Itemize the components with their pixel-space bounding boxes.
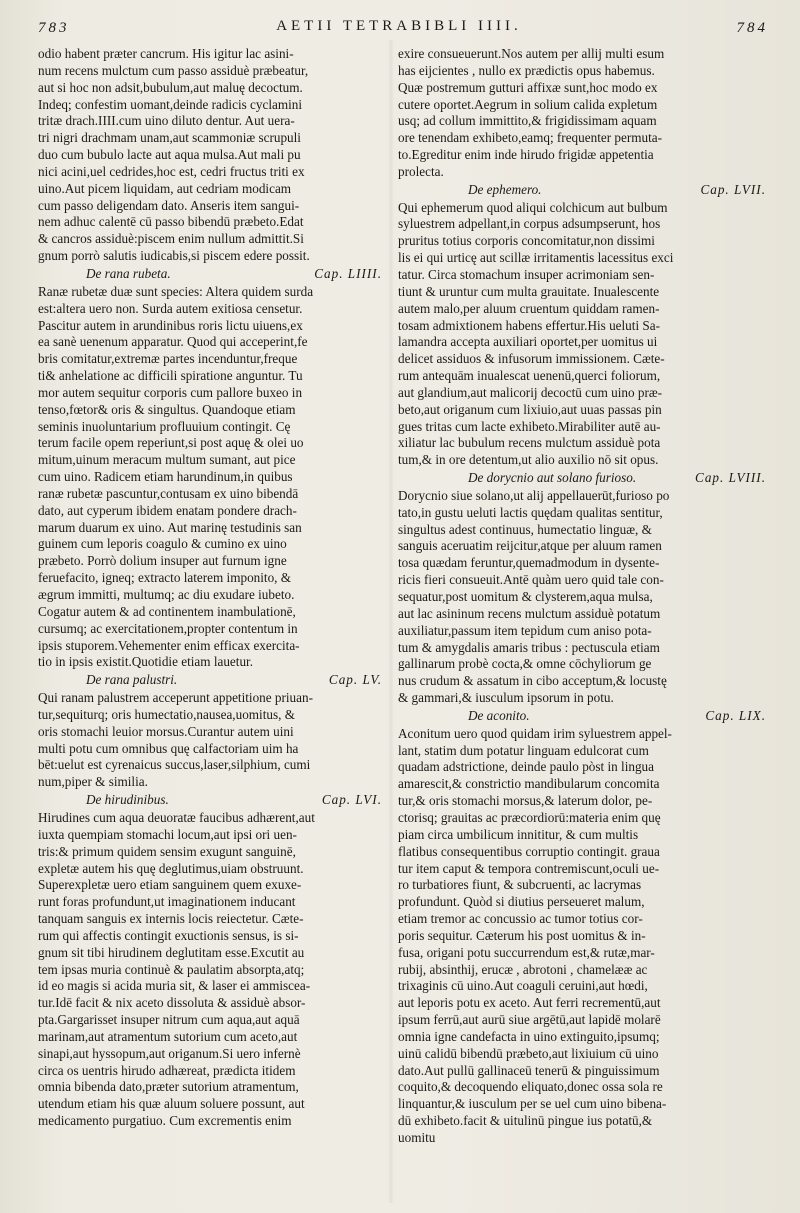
right-column: [398, 46, 770, 1189]
text-line: lis ei qui urticę aut scillæ irritamentis lacessitus exci: [398, 250, 674, 266]
chapter-title: De rana palustri.: [86, 672, 178, 688]
text-line: tur item caput & tempora contremiscunt,oculi ue-: [398, 860, 660, 876]
text-line: ipsum ferrū,aut aurū siue argētū,aut lapidē molarē: [398, 1012, 661, 1028]
text-line: tio in ipsis existit.Quotidie etiam lauetur.: [38, 654, 254, 670]
chapter-title: De hirudinibus.: [86, 792, 169, 808]
text-line: fusa, origani potu succurrendum est,& rutæ,mar-: [398, 944, 655, 960]
text-line: ro turbatiores fiunt, & subcruenti, ac lacrymas: [398, 877, 642, 893]
text-line: auxiliatur,passum item tepidum cum aniso pota-: [398, 622, 652, 638]
chapter-heading: [38, 266, 386, 283]
text-line: ipsis stuporem.Vehementer enim efficax exercita-: [38, 637, 300, 653]
text-line: marinam,aut atramentum sutorium cum aceto,aut: [38, 1028, 298, 1044]
running-title: AETII TETRABIBLI IIII.: [276, 18, 522, 34]
text-line: Ranæ rubetæ duæ sunt species: Altera quidem surda: [38, 283, 314, 299]
text-line: ricis fieri consueuit.Antē quàm uero quid tale con-: [398, 572, 664, 588]
text-line: sinapi,aut hyssopum,aut origanum.Si uero infernè: [38, 1045, 301, 1061]
text-line: trixaginis cū uino.Aut coaguli ceruini,aut hœdi,: [398, 978, 648, 994]
text-line: ea sanè uenenum apparatur. Quod qui acceperint,fe: [38, 334, 308, 350]
text-line: nus crudum & assatum in cibo acceptum,& locustę: [398, 673, 667, 689]
text-line: multi potu cum omnibus quę calfactoriam uim ha: [38, 740, 299, 756]
text-line: bēt:uelut est cyrenaicus succus,laser,silphium, cumi: [38, 757, 311, 773]
text-line: guinem cum leporis coagulo & cumino ex uino: [38, 536, 287, 552]
text-line: usq; ad collum immittito,& frigidissimam aquam: [398, 113, 657, 129]
text-line: lant, statim dum potatur linguam edulcorat cum: [398, 742, 649, 758]
text-line: poris sequitur. Cæterum his post uomitus & in-: [398, 927, 646, 943]
text-line: tris:& primum quidem sensim exugunt sanguinē,: [38, 843, 296, 859]
text-line: Cogatur autem & ad continentem inambulationē,: [38, 603, 296, 619]
text-line: tritæ drach.IIII.cum uino diluto dentur. Aut uera-: [38, 113, 295, 129]
text-line: rum qui affectis contingit exuctionis sensus, is si-: [38, 927, 299, 943]
text-line: sanguis aceruatim reijcitur,atque per aluum ramen: [398, 538, 662, 554]
text-line: num recens mulctum cum passo assiduè præbeatur,: [38, 62, 309, 78]
text-line: Aconitum uero quod quidam irim syluestrem appel-: [398, 725, 672, 741]
text-line: aut leporis potu ex aceto. Aut ferri recrementū,aut: [398, 995, 661, 1011]
text-line: aut lac asininum recens mulctum assiduè potatum: [398, 605, 661, 621]
text-line: tiunt & uruntur cum multa grauitate. Inualescente: [398, 283, 660, 299]
text-line: to.Egreditur enim inde hirudo frigidæ appetentia: [398, 147, 654, 163]
text-line: num,piper & similia.: [38, 774, 148, 790]
text-line: iuxta quempiam stomachi locum,aut ipsi ori uen-: [38, 826, 297, 842]
text-line: cum uino. Radicem etiam harundinum,in quibus: [38, 469, 293, 485]
text-line: ti& anhelatione ac difficili spiratione anguntur. Tu: [38, 368, 303, 384]
text-line: tanquam sanguis ex internis locis reiectetur. Cæte-: [38, 911, 304, 927]
text-line: medicamento purgatiuo. Cum excrementis enim: [38, 1113, 292, 1129]
text-line: tur,& oris stomachi morsus,& laterum dolor, pe-: [398, 793, 653, 809]
text-line: autem malo,per aluum cruentum quiddam ramen-: [398, 300, 660, 316]
text-line: profundunt. Quòd si diutius perseueret malum,: [398, 894, 645, 910]
chapter-heading: [38, 792, 386, 809]
text-line: tur.Idē facit & nix aceto dissoluta & assiduè absor-: [38, 995, 306, 1011]
text-line: duo cum bubulo lacte aut aqua mulsa.Aut mali pu: [38, 147, 301, 163]
text-line: mitum,uinum meracum multum sumant, aut pice: [38, 452, 296, 468]
page-number-left: 783: [38, 20, 70, 36]
text-line: nem adhuc calentē cū passo bibendū præbeto.Edat: [38, 214, 304, 230]
chapter-number: Cap. LIX.: [705, 707, 766, 723]
text-line: ægrum immitti, multumq; ac diu exudare iubeto.: [38, 587, 295, 602]
text-line: Quæ postremum gutturi affixæ sunt,hoc modo ex: [398, 79, 658, 95]
text-line: syluestrem adpellant,in corpus adsumpserunt, hos: [398, 216, 661, 232]
chapter-number: Cap. LVIII.: [695, 470, 766, 486]
chapter-heading: [398, 470, 770, 487]
text-line: sequatur,post uomitum & clysterem,aqua mulsa,: [398, 589, 653, 604]
text-line: mor autem sequitur corporis cum pallore buxeo in: [38, 384, 303, 400]
text-line: Dorycnio siue solano,ut alij appellauerūt,furioso po: [398, 487, 670, 503]
text-line: tem ipsas muria continuè & paulatim absorpta,atq;: [38, 961, 305, 977]
text-line: piam circa umbilicum innititur, & cum multis: [398, 826, 639, 842]
text-line: & cancros assiduè:piscem enim nullum admittit.Si: [38, 231, 304, 247]
text-line: beto,aut origanum cum lixiuio,aut uuas passas pin: [398, 401, 662, 417]
text-line: prolecta.: [398, 163, 444, 179]
text-line: flatibus consequentibus corruptio contingit. graua: [398, 843, 660, 859]
text-block: [398, 726, 770, 1147]
text-line: ctorisq; grauitas ac præcordiorū:materia enim quę: [398, 809, 661, 825]
text-line: dato.Aut pullū gallinaceū tenerū & pinguissimum: [398, 1062, 660, 1078]
text-block: [38, 284, 386, 671]
text-line: etiam tremor ac concussio ac tumor totius cor-: [398, 911, 643, 927]
chapter-heading: [398, 182, 770, 199]
text-line: cursumq; ac exercitationem,propter contentum in: [38, 620, 298, 636]
text-line: pta.Gargarisset insuper nitrum cum aqua,aut aquā: [38, 1012, 300, 1028]
text-line: ranæ rubetæ pascuntur,contusam ex uino bibendā: [38, 485, 299, 501]
text-line: circa os uentris hirudo adhæreat, prædicta itidem: [38, 1062, 296, 1078]
text-line: linquantur,& iusculum per se uel cum uino bibena-: [398, 1096, 667, 1112]
text-line: Indeq; confestim uomant,deinde radicis cyclamini: [38, 96, 303, 112]
chapter-number: Cap. LIIII.: [314, 265, 382, 281]
text-line: expletæ autem his quę deglutimus,uiam obstruunt.: [38, 860, 304, 876]
text-block: [398, 200, 770, 470]
text-block: [398, 46, 770, 181]
text-line: tosa quædam feruntur,quemadmodum in dysente-: [398, 555, 660, 571]
text-line: odio habent præter cancrum. His igitur lac asini-: [38, 46, 294, 61]
text-line: Qui ephemerum quod aliqui colchicum aut bulbum: [398, 199, 668, 215]
text-line: runt foras profundunt,ut imaginationem inducant: [38, 894, 296, 910]
chapter-heading: [38, 672, 386, 689]
text-line: coquito,& decoquendo eliquato,donec ossa sola re: [398, 1079, 663, 1095]
chapter-number: Cap. LVI.: [321, 792, 382, 808]
text-line: gnum sit tibi hirudinem deglutitam esse.Excutit au: [38, 944, 305, 960]
text-line: gnum porrò salutis iudicabis,si piscem edere possit.: [38, 248, 310, 264]
text-line: singultus adest continuus, humectatio linguæ, &: [398, 521, 652, 537]
text-line: & gammari,& iusculum ipsorum in potu.: [398, 690, 614, 706]
text-line: tri nigri drachmam unam,aut scammoniæ scrupuli: [38, 130, 301, 146]
text-line: rubij, absinthij, erucæ , abrotoni , chamelææ ac: [398, 961, 648, 977]
text-line: omnia bibenda dato,præter sutorium atramentum,: [38, 1079, 299, 1095]
text-line: terum facile opem reperiunt,si post aquę & olei uo: [38, 435, 304, 451]
text-line: tatur. Circa stomachum insuper acrimoniam sen-: [398, 266, 655, 282]
text-line: seminis inuoluntarium profluuium contingit. Cę: [38, 418, 291, 434]
left-column: [38, 46, 386, 1189]
text-line: tum & amygdalis amaris tribus : pectuscula etiam: [398, 639, 660, 655]
text-line: tur,sequiturq; oris humectatio,nausea,uomitus, &: [38, 706, 295, 722]
text-line: aut glandium,aut malicorij decoctū cum uino præ-: [398, 384, 663, 400]
chapter-number: Cap. LV.: [328, 672, 382, 688]
text-line: id eo magis si acida muria sit, & laser ei ammiscea-: [38, 978, 311, 994]
text-line: dū exhibeto.facit & uitulinū pingue ius potatū,&: [398, 1113, 653, 1129]
text-line: dato, aut cyperum ibidem enatam pondere drach-: [38, 502, 297, 518]
text-line: est:altera uero non. Surda autem exitiosa censetur.: [38, 300, 303, 316]
text-line: rum antequām inualescat uenenū,querci foliorum,: [398, 368, 661, 384]
text-line: tenso,fœtor& oris & singultus. Quandoque etiam: [38, 401, 296, 417]
text-line: aut si hoc non adsit,bubulum,aut maluę decoctum.: [38, 79, 303, 95]
chapter-title: De dorycnio aut solano furioso.: [468, 470, 637, 486]
text-line: præbeto. Porrò dolium insuper aut furnum igne: [38, 553, 287, 569]
text-line: feruefacito, igneq; extracto laterem imponito, &: [38, 570, 292, 586]
text-line: uino.Aut picem liquidam, aut cedriam modicam: [38, 180, 292, 196]
page-number-right: 784: [736, 20, 768, 36]
text-line: pruritus totius corporis concomitatur,non dissimi: [398, 233, 655, 249]
column-gutter: [388, 40, 394, 1203]
text-line: Superexpletæ uero etiam sanguinem quem exuxe-: [38, 877, 302, 893]
text-line: uinū calidū bibendū præbeto,aut lixiuium cū uino: [398, 1045, 659, 1061]
text-line: cutere oportet.Aegrum in solium calida expletum: [398, 96, 658, 112]
text-line: marum duarum ex uino. Aut marinę testudinis san: [38, 519, 302, 535]
text-line: exire consueuerunt.Nos autem per allij multi esum: [398, 46, 665, 61]
text-line: quadam adstrictione, deinde paulo pòst in lingua: [398, 759, 654, 775]
text-line: nici acini,uel cedrides,hoc est, cedri fructus triti ex: [38, 163, 305, 179]
text-line: cum passo deligendam dato. Anseris item sangui-: [38, 197, 300, 213]
text-line: tum,& in ore detentum,ut alio auxilio nō sit opus.: [398, 452, 659, 468]
text-line: bris comitatur,extremæ partes incenduntur,freque: [38, 351, 298, 367]
text-line: oris stomachi leuior morsus.Curantur autem uini: [38, 723, 294, 739]
text-line: ore tenendam exhibeto,eamq; frequenter permuta-: [398, 130, 662, 146]
text-line: Hirudines cum aqua deuoratæ faucibus adhærent,aut: [38, 809, 315, 825]
text-line: omnia igne candefacta in uino extinguito,ipsumq;: [398, 1028, 660, 1044]
text-line: tato,in gustu ueluti lactis quędam qualitas sentitur,: [398, 504, 663, 520]
chapter-title: De aconito.: [468, 707, 530, 723]
text-line: lamandra accepta auxiliari oportet,per uomitus ui: [398, 334, 658, 350]
text-line: tosam admixtionem habens effertur.His ueluti Sa-: [398, 317, 660, 333]
text-line: Qui ranam palustrem acceperunt appetitione priuan-: [38, 690, 313, 706]
chapter-heading: [398, 708, 770, 725]
text-block: [38, 690, 386, 791]
text-line: utendum etiam his quæ aluum soluere possunt, aut: [38, 1096, 305, 1112]
text-line: delicet assiduos & infusorum immissionem. Cæte-: [398, 351, 665, 367]
text-block: [38, 810, 386, 1130]
text-line: gues tritas cum lacte exhibeto.Mirabiliter autē au-: [398, 418, 661, 434]
chapter-number: Cap. LVII.: [700, 181, 766, 197]
page-header: [28, 14, 770, 44]
chapter-title: De rana rubeta.: [86, 265, 171, 281]
text-line: gallinarum probè cocta,& omne cōchyliorum ge: [398, 656, 652, 672]
text-block: [38, 46, 386, 265]
chapter-title: De ephemero.: [468, 181, 542, 197]
text-line: amarescit,& constrictio mandibularum concomita: [398, 776, 660, 792]
text-line: Pascitur autem in arundinibus roris lictu uiuens,ex: [38, 317, 303, 333]
text-line: uomitu: [398, 1130, 436, 1145]
text-block: [398, 488, 770, 707]
text-line: xiliatur lac bubulum recens mulctum assiduè pota: [398, 435, 661, 451]
text-line: has eijcientes , nullo ex prædictis opus habemus.: [398, 62, 655, 78]
